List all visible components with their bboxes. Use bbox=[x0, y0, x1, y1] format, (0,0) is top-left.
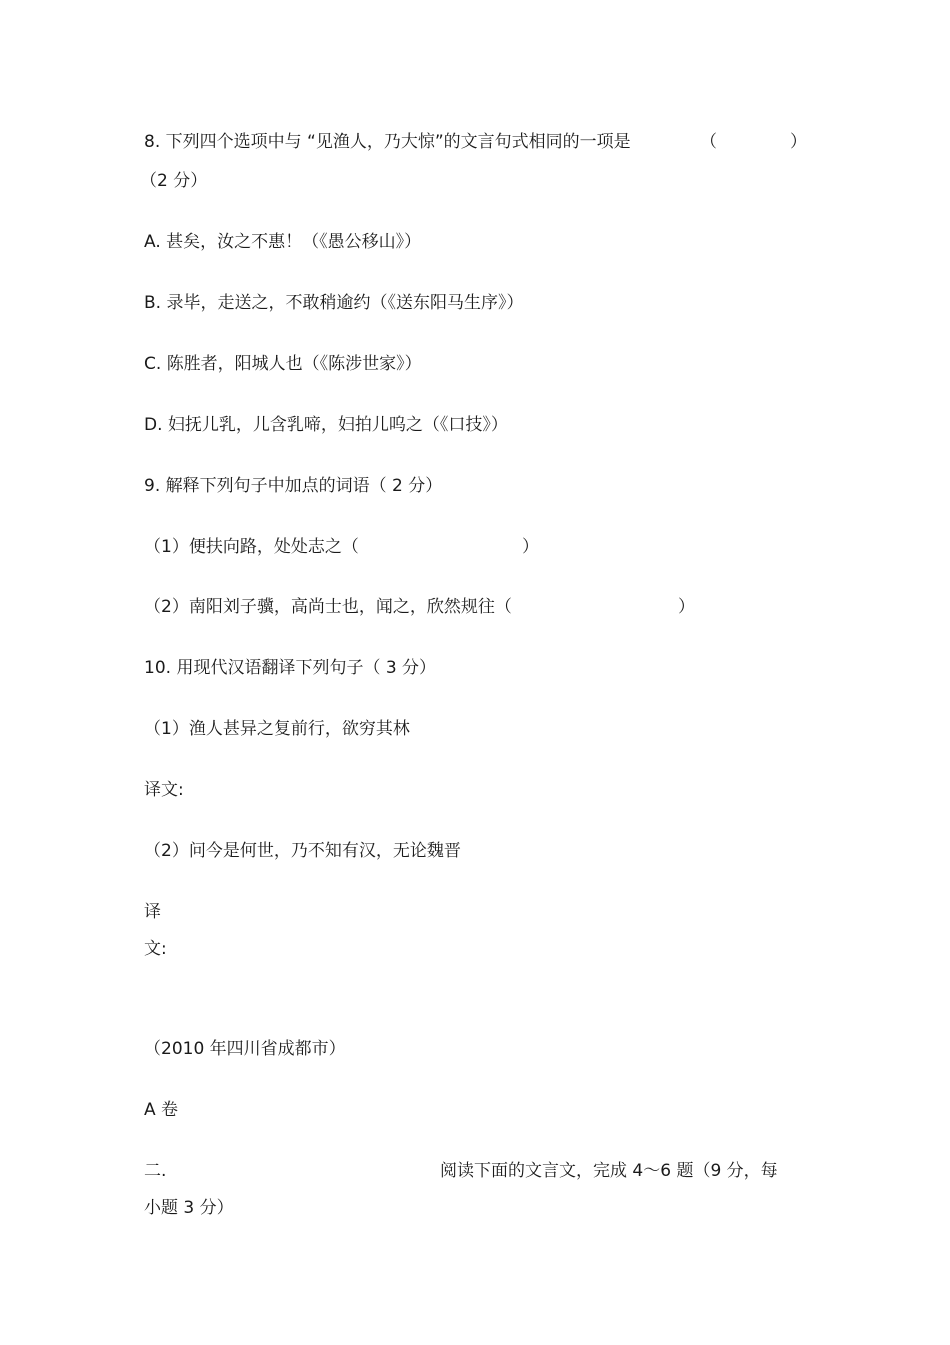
q9-item-text: （2）南阳刘子骥，高尚士也，闻之，欣然规往（ bbox=[144, 597, 512, 617]
source-note: （2010 年四川省成都市） bbox=[144, 1039, 346, 1059]
section2-number: 二. bbox=[144, 1161, 167, 1181]
q8-option-a bbox=[144, 231, 421, 253]
option-letter: A. bbox=[144, 232, 161, 252]
q10-stem: 10. 用现代汉语翻译下列句子（ 3 分） bbox=[144, 658, 437, 678]
q9-item-2 bbox=[144, 596, 512, 618]
q8-score: （2 分） bbox=[140, 171, 208, 191]
q8-stem: 8. 下列四个选项中与 “见渔人，乃大惊”的文言句式相同的一项是 bbox=[144, 132, 631, 152]
q9-item-1-blank-close: ） bbox=[522, 537, 539, 557]
q8-answer-paren-close: ） bbox=[790, 132, 807, 152]
q10-answer-2-label-line1: 译 bbox=[144, 902, 161, 922]
option-letter: B. bbox=[144, 293, 162, 313]
q8-option-b bbox=[144, 292, 523, 314]
q9-item-1 bbox=[144, 536, 359, 558]
volume-label: A 卷 bbox=[144, 1100, 179, 1120]
q10-item-1: （1）渔人甚异之复前行，欲穷其林 bbox=[144, 719, 410, 739]
q9-stem: 9. 解释下列句子中加点的词语（ 2 分） bbox=[144, 476, 443, 496]
q8-answer-paren-open: （ bbox=[700, 132, 717, 152]
section2-instruction: 阅读下面的文言文，完成 4～6 题（9 分，每 bbox=[440, 1161, 778, 1181]
option-text: 甚矣，汝之不惠！（《愚公移山》） bbox=[166, 232, 422, 252]
option-text: 陈胜者，阳城人也（《陈涉世家》） bbox=[166, 354, 422, 374]
section2-instruction-cont: 小题 3 分） bbox=[144, 1198, 234, 1218]
option-text: 妇抚儿乳，儿含乳啼，妇拍儿呜之（《口技》） bbox=[167, 415, 508, 435]
q10-item-2: （2）问今是何世，乃不知有汉，无论魏晋 bbox=[144, 841, 461, 861]
q9-item-text: （1）便扶向路，处处志之（ bbox=[144, 537, 359, 557]
q9-item-2-blank-close: ） bbox=[678, 597, 695, 617]
q10-answer-1-label: 译文: bbox=[144, 780, 184, 800]
q8-option-d bbox=[144, 414, 508, 436]
q10-answer-2-label-line2: 文: bbox=[144, 939, 167, 959]
option-letter: D. bbox=[144, 415, 163, 435]
q8-stem-line bbox=[144, 131, 631, 153]
option-text: 录毕，走送之，不敢稍逾约（《送东阳马生序》） bbox=[166, 293, 524, 313]
q8-option-c bbox=[144, 353, 422, 375]
option-letter: C. bbox=[144, 354, 162, 374]
